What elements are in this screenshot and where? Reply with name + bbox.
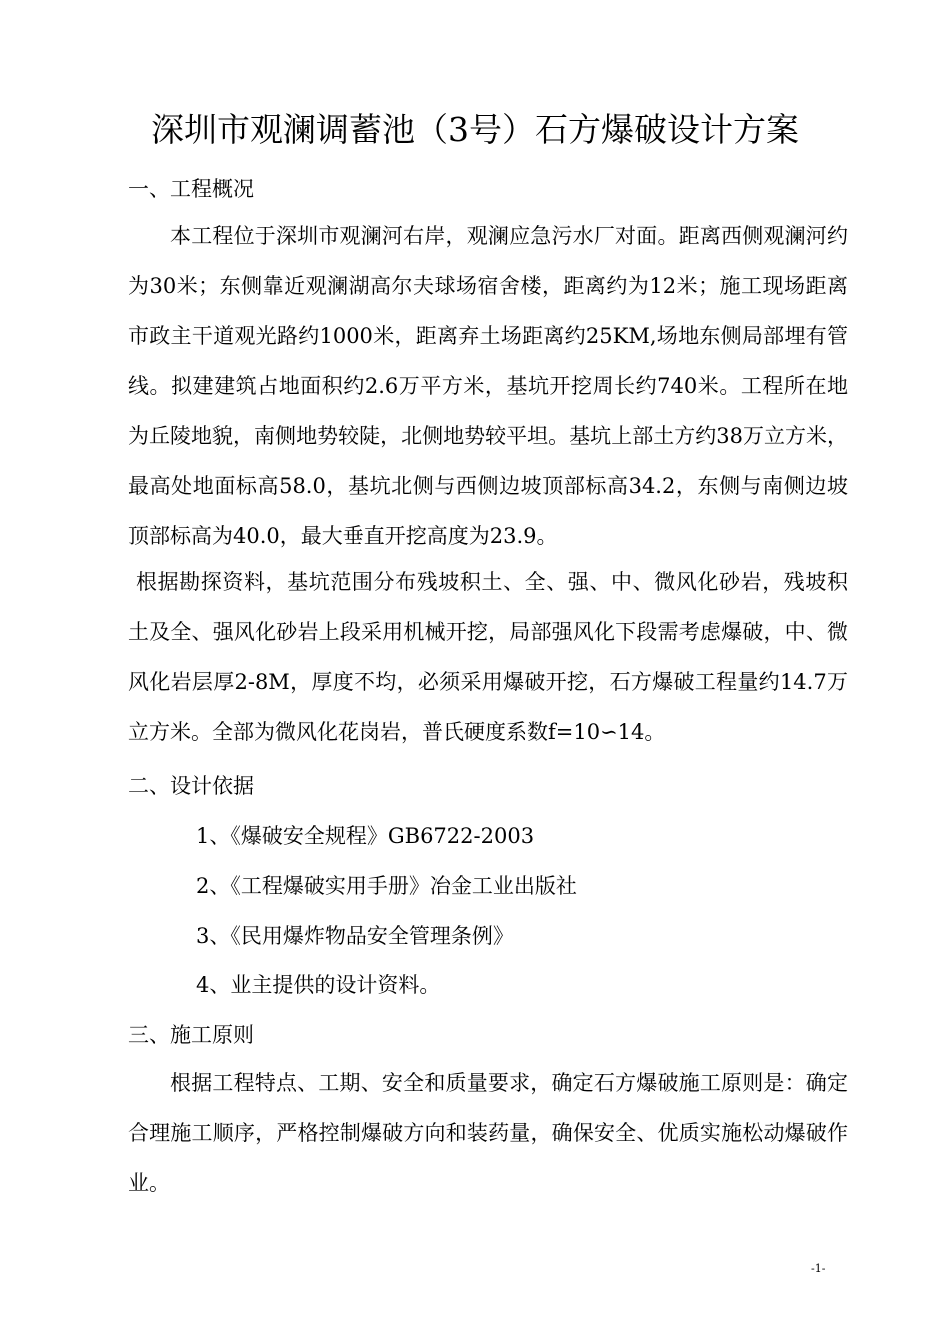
principles-paragraph-1: 根据工程特点、工期、安全和质量要求，确定石方爆破施工原则是：确定合理施工顺序，严格控制爆破方向和装药量，确保安全、优质实施松动爆破作业。 (128, 1071, 848, 1195)
design-basis-item-4: 4、业主提供的设计资料。 (196, 973, 441, 997)
section-heading-design-basis: 二、设计依据 (128, 774, 254, 798)
overview-paragraph-2: 根据勘探资料，基坑范围分布残坡积土、全、强、中、微风化砂岩，残坡积土及全、强风化砂岩上段采用机械开挖，局部强风化下段需考虑爆破，中、微风化岩层厚2-8M，厚度不均，必须采用爆破开挖，石方爆破工程量约14.7万立方米。全部为微风化花岗岩，普氏硬度系数f=10∽14。 (128, 570, 848, 744)
design-basis-item-2: 2、《工程爆破实用手册》冶金工业出版社 (196, 874, 577, 898)
section-heading-construction-principles: 三、施工原则 (128, 1023, 254, 1047)
page-number: -1- (811, 1262, 826, 1275)
design-basis-item-3: 3、《民用爆炸物品安全管理条例》 (196, 924, 514, 948)
design-basis-item-1: 1、《爆破安全规程》GB6722-2003 (196, 824, 535, 848)
section-heading-overview: 一、工程概况 (128, 177, 254, 201)
overview-paragraph-1: 本工程位于深圳市观澜河右岸，观澜应急污水厂对面。距离西侧观澜河约为30米；东侧靠近观澜湖高尔夫球场宿舍楼，距离约为12米；施工现场距离市政主干道观光路约1000米，距离弃土场距离约25KM,场地东侧局部埋有管线。拟建建筑占地面积约2.6万平方米，基坑开挖周长约740米。工程所在地为丘陵地貌，南侧地势较陡，北侧地势较平坦。基坑上部土方约38万立方米，最高处地面标高58.0，基坑北侧与西侧边坡顶部标高34.2，东侧与南侧边坡顶部标高为40.0，最大垂直开挖高度为23.9。 (128, 224, 848, 548)
document-title: 深圳市观澜调蓄池（3号）石方爆破设计方案 (151, 110, 799, 149)
